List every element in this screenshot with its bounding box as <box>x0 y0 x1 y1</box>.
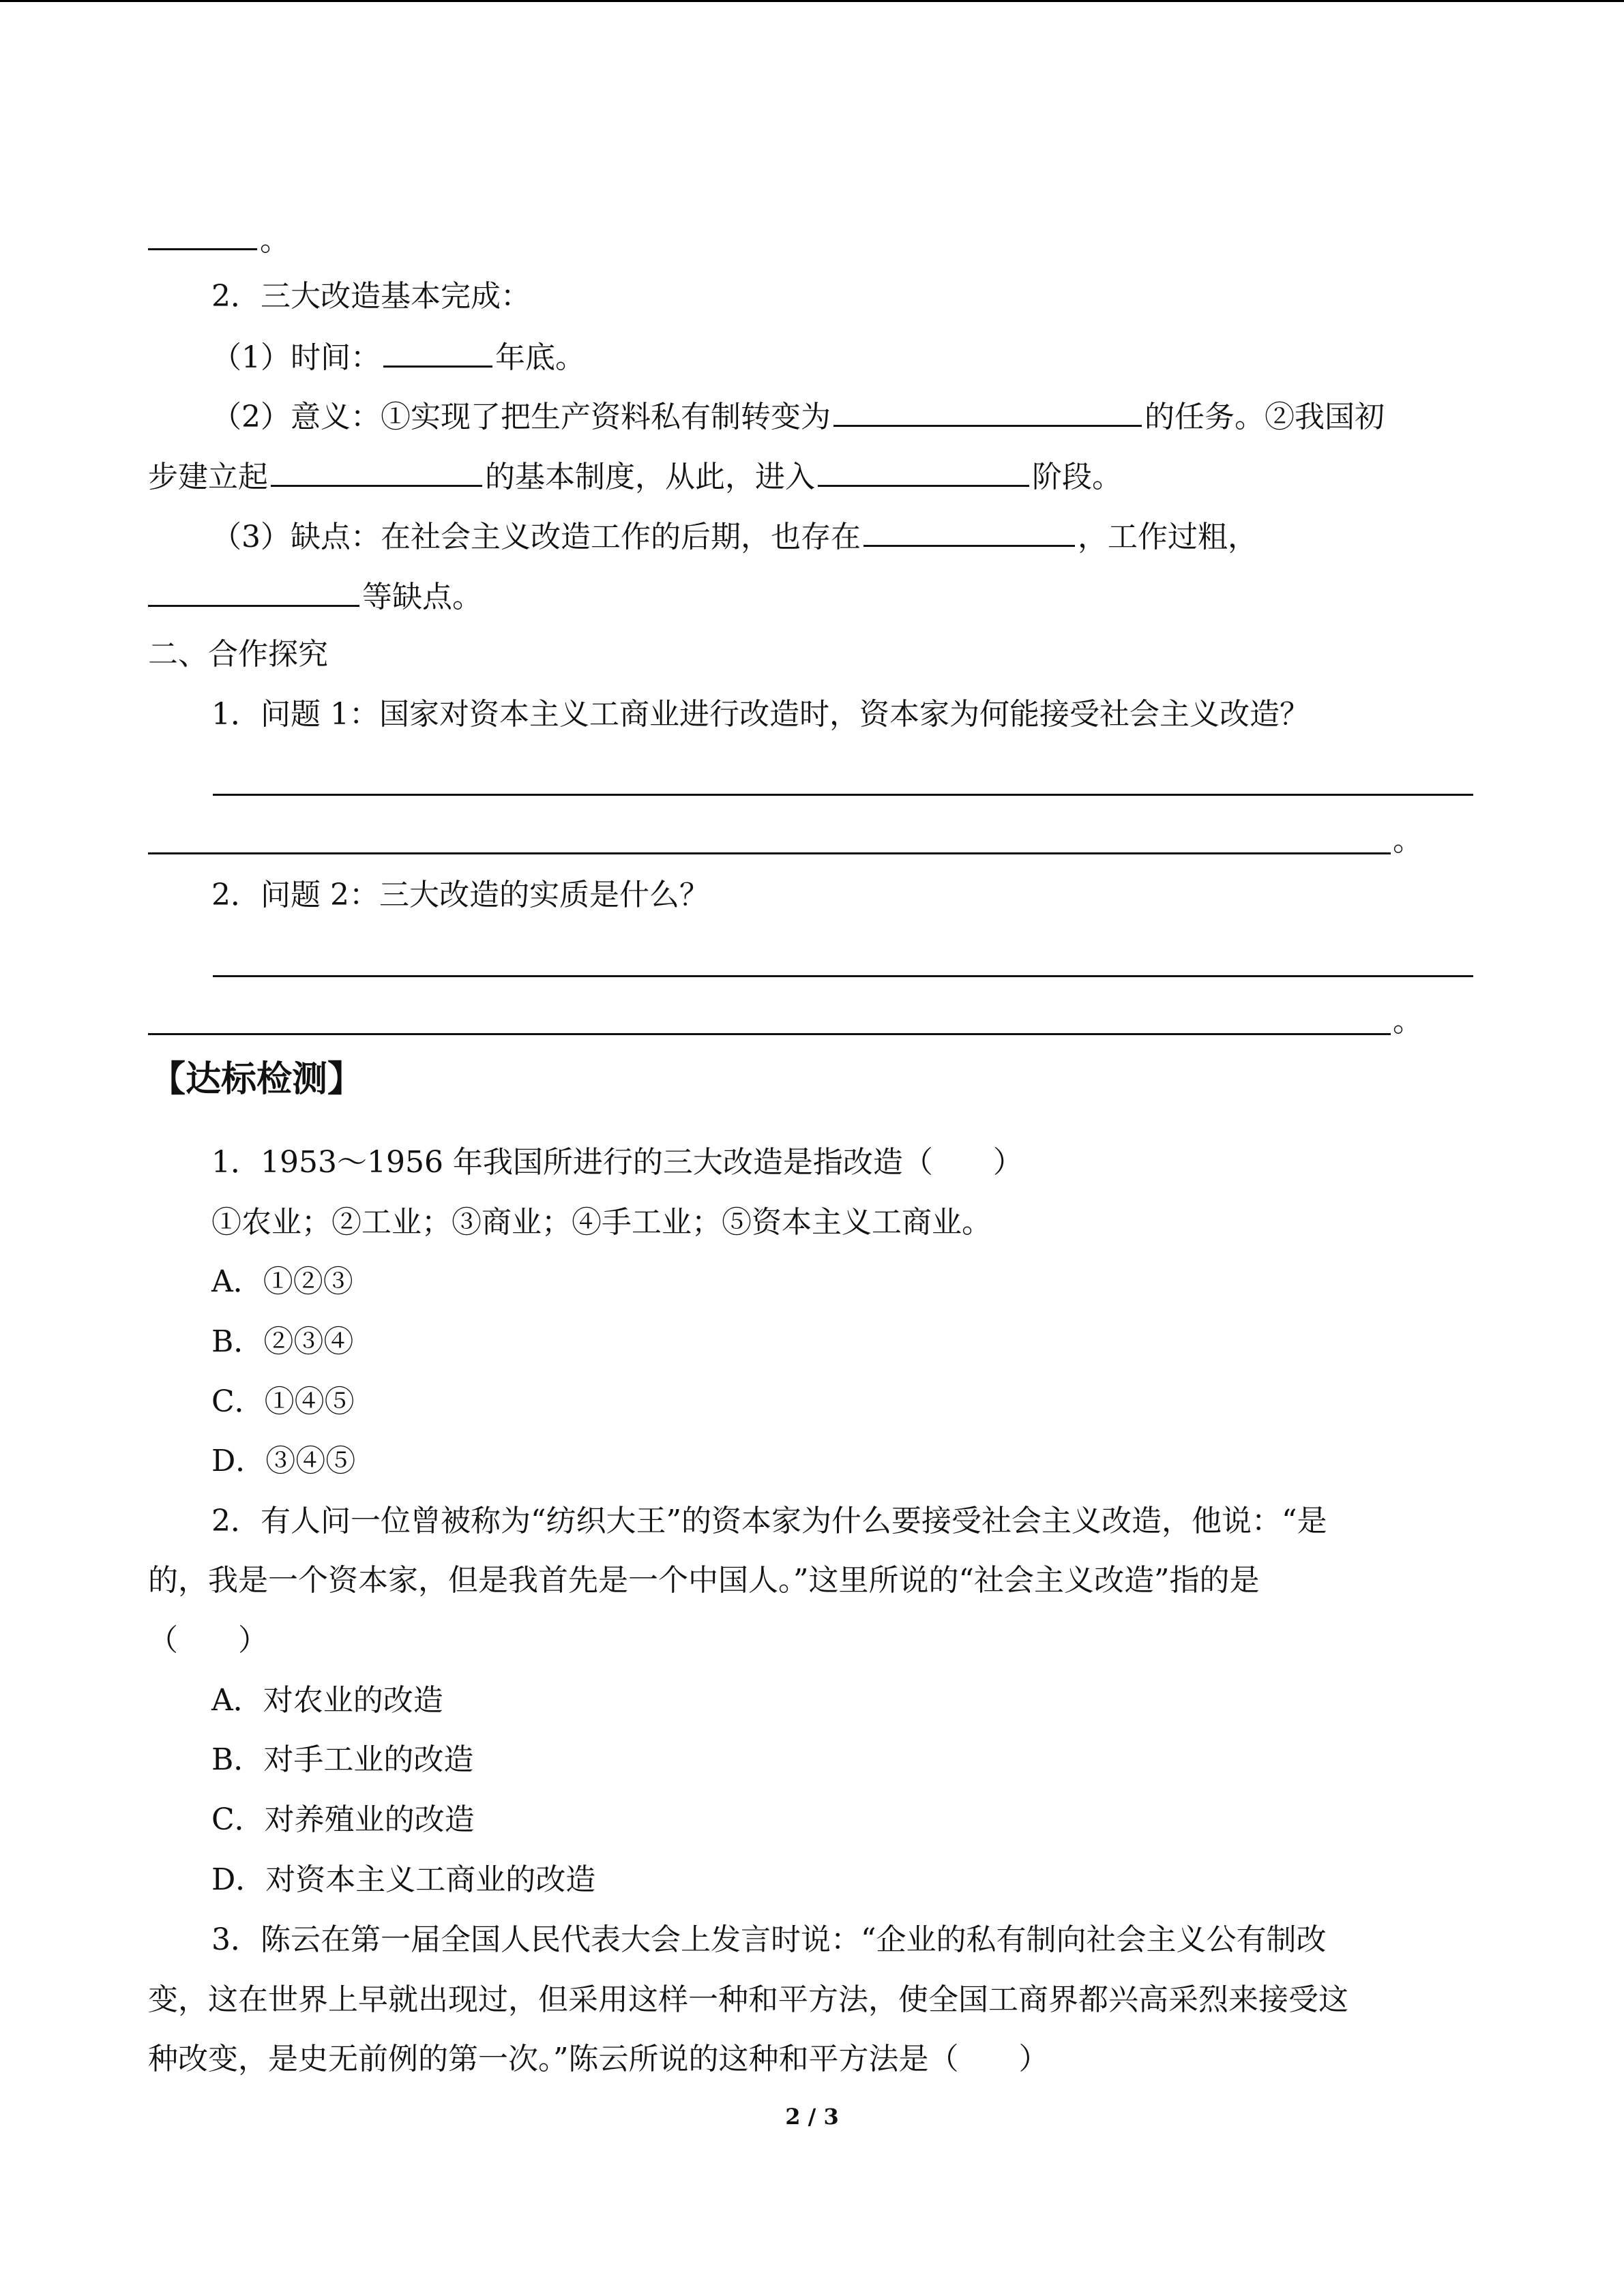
item-significance-cont: 步建立起 的基本制度，从此，进入 阶段。 <box>148 455 1122 498</box>
item-heading: 2．三大改造基本完成： <box>211 279 531 314</box>
q2-stem-1: 2．有人问一位曾被称为“纺织大王”的资本家为什么要接受社会主义改造，他说：“是 <box>211 1504 1327 1538</box>
item-significance: （2）意义：①实现了把生产资料私有制转变为 的任务。②我国初 <box>211 395 1385 438</box>
q1-option-c[interactable]: C．①④⑤ <box>211 1384 355 1419</box>
answer-blank[interactable] <box>833 395 1142 427</box>
q1-option-b[interactable]: B．②③④ <box>211 1324 354 1359</box>
q2-stem-3: （ ） <box>148 1623 268 1658</box>
answer-blank[interactable] <box>818 455 1029 487</box>
q3-stem-2: 变，这在世界上早就出现过，但采用这样一种和平方法，使全国工商界都兴高采烈来接受这 <box>148 1982 1348 2017</box>
answer-line[interactable] <box>213 794 1473 796</box>
item-shortcoming-cont: 等缺点。 <box>148 575 482 618</box>
item-time: （1）时间： 年底。 <box>211 336 585 378</box>
check-title: 【达标检测】 <box>150 1058 364 1100</box>
answer-line[interactable] <box>148 1033 1391 1035</box>
q2-option-b[interactable]: B．对手工业的改造 <box>211 1742 474 1777</box>
answer-line[interactable] <box>148 852 1391 854</box>
section-cooperation: 二、合作探究 <box>148 637 328 672</box>
q2-stem-2: 的，我是一个资本家，但是我首先是一个中国人。”这里所说的“社会主义改造”指的是 <box>148 1563 1260 1598</box>
q1-option-d[interactable]: D．③④⑤ <box>211 1444 356 1478</box>
q2-option-c[interactable]: C．对养殖业的改造 <box>211 1802 475 1837</box>
question-2: 2．问题 2：三大改造的实质是什么？ <box>211 878 709 912</box>
answer-blank[interactable] <box>148 218 257 250</box>
fragment-line: 。 <box>148 218 290 261</box>
answer-period: 。 <box>1393 1004 1423 1039</box>
page-number: 2 / 3 <box>785 2104 839 2130</box>
answer-blank[interactable] <box>863 515 1075 547</box>
page-top-border <box>0 0 1624 2</box>
q1-option-a[interactable]: A．①②③ <box>211 1264 353 1299</box>
q2-option-d[interactable]: D．对资本主义工商业的改造 <box>211 1862 596 1897</box>
answer-blank[interactable] <box>148 575 359 607</box>
q2-option-a[interactable]: A．对农业的改造 <box>211 1683 443 1718</box>
answer-blank[interactable] <box>271 455 482 487</box>
answer-blank[interactable] <box>383 336 492 368</box>
answer-period: 。 <box>1393 823 1423 858</box>
answer-line[interactable] <box>213 975 1473 977</box>
q3-stem-1: 3．陈云在第一届全国人民代表大会上发言时说：“企业的私有制向社会主义公有制改 <box>211 1922 1327 1957</box>
q3-stem-3: 种改变，是史无前例的第一次。”陈云所说的这种和平方法是（ ） <box>148 2042 1049 2076</box>
q1-stem: 1．1953～1956 年我国所进行的三大改造是指改造（ ） <box>211 1145 1023 1180</box>
question-1: 1．问题 1：国家对资本主义工商业进行改造时，资本家为何能接受社会主义改造？ <box>211 697 1310 732</box>
q1-list: ①农业；②工业；③商业；④手工业；⑤资本主义工商业。 <box>211 1205 992 1240</box>
item-shortcoming: （3）缺点：在社会主义改造工作的后期，也存在 ，工作过粗， <box>211 515 1258 558</box>
